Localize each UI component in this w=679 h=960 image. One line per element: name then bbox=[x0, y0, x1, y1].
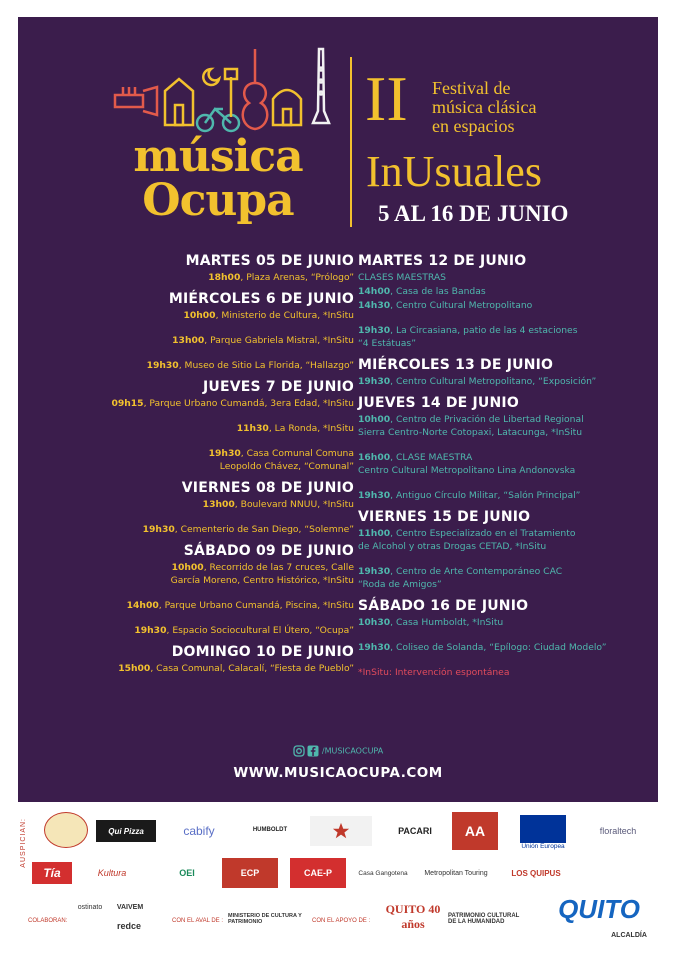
event-venue: , Espacio Sociocultural El Útero, “Ocupa” bbox=[166, 625, 354, 636]
sponsor-logo-cabify: cabify bbox=[183, 824, 215, 838]
schedule-event bbox=[58, 422, 354, 435]
schedule-event bbox=[358, 324, 628, 350]
collab-logo-vaivem: VAIVEM bbox=[116, 903, 144, 911]
event-line bbox=[358, 641, 628, 654]
schedule-day-heading: MIÉRCOLES 6 DE JUNIO bbox=[168, 291, 354, 307]
event-time: 10h00 bbox=[183, 310, 216, 321]
label-auspician: AUSPICIAN: bbox=[20, 818, 27, 868]
event-line bbox=[358, 451, 628, 464]
sponsor-logo-aa: AA bbox=[452, 812, 498, 850]
event-line bbox=[358, 271, 628, 284]
bicycle-icon bbox=[197, 109, 239, 131]
event-venue-continued: “4 Estátuas” bbox=[358, 338, 416, 349]
festival-title-line2: música clásica bbox=[432, 97, 537, 117]
event-venue: , Casa Humboldt, *InSitu bbox=[390, 617, 504, 628]
event-venue: , Parque Urbano Cumandá, Piscina, *InSitu bbox=[158, 600, 354, 611]
event-time: 16h00 bbox=[358, 452, 391, 463]
star-icon bbox=[332, 822, 350, 840]
event-time: 11h00 bbox=[358, 528, 391, 539]
schedule-event bbox=[58, 359, 354, 372]
event-line bbox=[358, 565, 628, 578]
event-venue: , Parque Gabriela Mistral, *InSitu bbox=[204, 335, 354, 346]
event-time: 19h30 bbox=[142, 524, 175, 535]
schedule-event bbox=[58, 334, 354, 347]
schedule-day-heading: SÁBADO 16 DE JUNIO bbox=[358, 598, 529, 614]
festival-title bbox=[432, 79, 536, 136]
schedule-event bbox=[58, 498, 354, 511]
event-venue: , Centro Especializado en el Tratamiento bbox=[390, 528, 576, 539]
event-line bbox=[58, 498, 354, 511]
event-line bbox=[58, 523, 354, 536]
label-aval: CON EL AVAL DE : bbox=[172, 918, 224, 924]
event-line bbox=[58, 422, 354, 435]
sponsor-logo-oei: OEI bbox=[179, 868, 195, 878]
festival-title-line3: en espacios bbox=[432, 116, 515, 136]
brand-word-line2: Ocupa bbox=[142, 175, 294, 226]
event-line bbox=[358, 413, 628, 426]
event-venue: , Centro de Privación de Libertad Regional bbox=[390, 414, 584, 425]
schedule-day-heading: DOMINGO 10 DE JUNIO bbox=[171, 644, 354, 660]
event-line bbox=[58, 599, 354, 612]
festival-title-line4: InUsuales bbox=[366, 147, 542, 196]
event-venue: , Plaza Arenas, “Prólogo” bbox=[240, 272, 354, 283]
sponsor-logo-kultura: Kultura bbox=[97, 868, 127, 878]
event-venue: , Casa Comunal Comuna bbox=[240, 448, 354, 459]
event-line bbox=[58, 397, 354, 410]
event-venue: , Coliseo de Solanda, “Epílogo: Ciudad Modelo” bbox=[390, 642, 607, 653]
event-venue: , La Ronda, *InSitu bbox=[268, 423, 354, 434]
event-venue: , La Circasiana, patio de las 4 estaciones bbox=[390, 325, 578, 336]
event-time: 09h15 bbox=[111, 398, 144, 409]
website-link[interactable]: WWW.MUSICAOCUPA.COM bbox=[233, 765, 443, 781]
event-time: 10h30 bbox=[358, 617, 391, 628]
festival-dates: 5 AL 16 DE JUNIO bbox=[378, 201, 569, 226]
sponsor-logo-red-star bbox=[310, 816, 372, 846]
schedule-event bbox=[58, 447, 354, 473]
violin-icon bbox=[243, 49, 268, 129]
event-venue: , Centro Cultural Metropolitano, “Exposición” bbox=[390, 376, 597, 387]
sponsors-strip bbox=[18, 806, 658, 956]
event-time: 19h30 bbox=[208, 448, 241, 459]
event-venue: , Centro Cultural Metropolitano bbox=[390, 300, 533, 311]
schedule-day-heading: JUEVES 7 DE JUNIO bbox=[203, 379, 354, 395]
sponsor-eu-label: Unión Europea bbox=[521, 842, 565, 850]
event-time: 19h30 bbox=[358, 566, 391, 577]
support-logo-quito-40: QUITO 40 años bbox=[385, 902, 441, 931]
schedule-event bbox=[358, 285, 628, 298]
clarinet-icon bbox=[313, 49, 329, 123]
social-handle[interactable]: /MUSICAOCUPA bbox=[321, 746, 384, 756]
collab-logo-redce: redce bbox=[116, 921, 142, 931]
brand-word-line1: música bbox=[133, 131, 303, 182]
sponsor-logo-eu bbox=[518, 812, 568, 852]
schedule-event bbox=[58, 271, 354, 284]
event-line bbox=[58, 624, 354, 637]
event-venue: , Antiguo Círculo Militar, “Salón Principal” bbox=[390, 490, 581, 501]
event-line bbox=[358, 489, 628, 502]
event-time: 19h30 bbox=[358, 325, 391, 336]
event-time: 14h00 bbox=[358, 286, 391, 297]
schedule-event bbox=[58, 624, 354, 637]
event-venue: , Centro de Arte Contemporáneo CAC bbox=[390, 566, 563, 577]
aval-logo-ministerio: MINISTERIO DE CULTURA Y PATRIMONIO bbox=[228, 913, 302, 925]
schedule-event bbox=[358, 271, 628, 284]
edition-numeral: II bbox=[365, 63, 408, 134]
schedule-event bbox=[358, 451, 628, 477]
schedule-day-heading: VIERNES 08 DE JUNIO bbox=[181, 480, 354, 496]
sponsor-logo-tia: Tía bbox=[32, 862, 72, 884]
schedule-day-heading: SÁBADO 09 DE JUNIO bbox=[183, 543, 354, 559]
sponsor-logo-humboldt: HUMBOLDT bbox=[252, 827, 288, 833]
sponsor-logo-floraltech: floraltech bbox=[599, 826, 637, 836]
event-time: 13h00 bbox=[172, 335, 205, 346]
event-time: 19h30 bbox=[146, 360, 179, 371]
event-time: 13h00 bbox=[202, 499, 235, 510]
event-time: 10h00 bbox=[171, 562, 204, 573]
schedule-event bbox=[358, 527, 628, 553]
sponsor-logo-pacari: PACARI bbox=[398, 826, 432, 836]
event-venue: , Casa Comunal, Calacalí, “Fiesta de Pueblo” bbox=[150, 663, 354, 674]
support-logo-alcaldia: ALCALDÍA bbox=[611, 931, 647, 939]
schedule-event bbox=[358, 641, 628, 654]
sponsor-logo-metropolitan: Metropolitan Touring bbox=[424, 869, 488, 877]
sponsor-logo-mascot bbox=[44, 812, 88, 848]
schedule-right-column bbox=[358, 253, 628, 679]
schedule-day-heading: MIÉRCOLES 13 DE JUNIO bbox=[358, 357, 554, 373]
label-colaboran: COLABORAN: bbox=[28, 918, 68, 924]
poster bbox=[18, 17, 658, 802]
event-time: 15h00 bbox=[118, 663, 151, 674]
event-time: 11h30 bbox=[236, 423, 269, 434]
schedule-event bbox=[58, 599, 354, 612]
event-line bbox=[58, 334, 354, 347]
event-time: 14h00 bbox=[126, 600, 159, 611]
schedule-event bbox=[358, 413, 628, 439]
event-line bbox=[58, 561, 354, 574]
event-line bbox=[58, 447, 354, 460]
schedule-event bbox=[58, 397, 354, 410]
brand-wordmark bbox=[113, 131, 323, 226]
street-lamp-icon bbox=[225, 69, 237, 117]
event-line bbox=[58, 271, 354, 284]
schedule-event bbox=[358, 375, 628, 388]
schedule-event bbox=[358, 565, 628, 591]
schedule-day-heading: VIERNES 15 DE JUNIO bbox=[358, 509, 531, 525]
event-line bbox=[58, 309, 354, 322]
schedule-event bbox=[58, 309, 354, 322]
schedule-day-heading: JUEVES 14 DE JUNIO bbox=[358, 395, 519, 411]
event-venue: , Boulevard NNUU, *InSitu bbox=[234, 499, 354, 510]
festival-title-line1: Festival de bbox=[432, 78, 511, 98]
event-venue-continued: de Alcohol y otras Drogas CETAD, *InSitu bbox=[358, 541, 547, 552]
event-line bbox=[358, 285, 628, 298]
schedule-event bbox=[358, 299, 628, 312]
label-apoyo: CON EL APOYO DE : bbox=[312, 918, 371, 924]
moon-icon bbox=[203, 69, 219, 85]
event-venue-continued: Sierra Centro-Norte Cotopaxi, Latacunga, *InSitu bbox=[358, 427, 583, 438]
instagram-icon[interactable] bbox=[293, 745, 305, 757]
insitu-note: *InSitu: Intervención espontánea bbox=[358, 667, 510, 678]
event-line bbox=[358, 324, 628, 337]
event-venue: , Recorrido de las 7 cruces, Calle bbox=[203, 562, 354, 573]
event-time: 19h30 bbox=[358, 642, 391, 653]
social-links bbox=[18, 745, 658, 757]
sponsor-logo-casa-gangotena: Casa Gangotena bbox=[358, 869, 408, 877]
event-venue-continued: “Roda de Amigos” bbox=[358, 579, 442, 590]
event-venue: , Parque Urbano Cumandá, 3era Edad, *InSitu bbox=[143, 398, 354, 409]
collab-logo-ostinato: ostinato bbox=[77, 903, 103, 911]
event-line bbox=[358, 616, 628, 629]
facebook-icon[interactable] bbox=[307, 745, 319, 757]
event-venue-continued: Leopoldo Chávez, “Comunal” bbox=[219, 461, 354, 472]
schedule-event bbox=[358, 489, 628, 502]
support-logo-patrimonio: PATRIMONIO CULTURAL DE LA HUMANIDAD bbox=[448, 913, 520, 925]
eu-flag-icon bbox=[520, 815, 566, 843]
event-time: 18h00 bbox=[208, 272, 241, 283]
musica-ocupa-icons bbox=[113, 47, 343, 137]
sponsor-logo-caep: CAE-P bbox=[290, 858, 346, 888]
schedule-day-heading: MARTES 12 DE JUNIO bbox=[358, 253, 527, 269]
event-venue-continued: García Moreno, Centro Histórico, *InSitu bbox=[170, 575, 354, 586]
event-time: 19h30 bbox=[358, 490, 391, 501]
event-line bbox=[358, 375, 628, 388]
trumpet-icon bbox=[115, 87, 157, 115]
schedule-event bbox=[58, 561, 354, 587]
event-venue: , CLASE MAESTRA bbox=[390, 452, 473, 463]
event-venue: , Casa de las Bandas bbox=[390, 286, 486, 297]
event-line bbox=[358, 527, 628, 540]
event-venue: , Cementerio de San Diego, “Solemne” bbox=[174, 524, 354, 535]
event-time: 19h30 bbox=[134, 625, 167, 636]
schedule-left-column bbox=[58, 253, 354, 675]
header-divider bbox=[350, 57, 352, 227]
event-venue: CLASES MAESTRAS bbox=[358, 272, 447, 283]
sponsor-logo-los-quipus: LOS QUIPUS bbox=[511, 868, 561, 878]
event-venue: , Museo de Sitio La Florida, “Hallazgo” bbox=[178, 360, 354, 371]
event-time: 19h30 bbox=[358, 376, 391, 387]
schedule-event bbox=[58, 662, 354, 675]
house-icon bbox=[165, 79, 193, 125]
schedule-event bbox=[58, 523, 354, 536]
event-time: 10h00 bbox=[358, 414, 391, 425]
support-logo-quito: QUITO bbox=[558, 893, 640, 924]
event-line bbox=[58, 359, 354, 372]
sponsor-logo-ecp: ECP bbox=[222, 858, 278, 888]
church-icon bbox=[273, 90, 301, 125]
event-venue: , Ministerio de Cultura, *InSitu bbox=[215, 310, 354, 321]
schedule-day-heading: MARTES 05 DE JUNIO bbox=[185, 253, 354, 269]
event-venue-continued: Centro Cultural Metropolitano Lina Andonovska bbox=[358, 465, 576, 476]
sponsor-logo-quipizza: Qui Pizza bbox=[96, 820, 156, 842]
schedule-event bbox=[358, 616, 628, 629]
event-line bbox=[58, 662, 354, 675]
event-line bbox=[358, 299, 628, 312]
event-time: 14h30 bbox=[358, 300, 391, 311]
